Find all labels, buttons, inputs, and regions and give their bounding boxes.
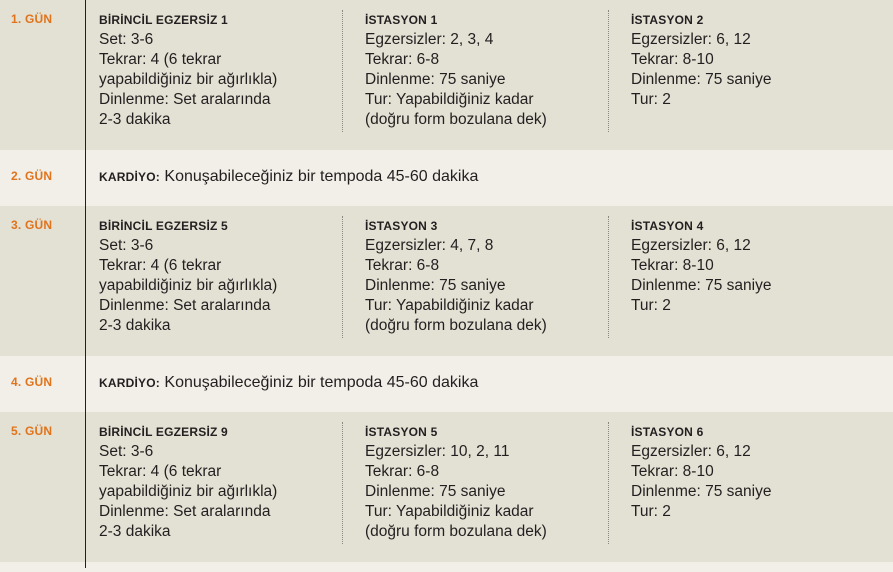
primary-exercise-cell <box>99 12 339 130</box>
cell-line: Dinlenme: 75 saniye <box>631 483 772 500</box>
dotted-divider <box>342 10 343 132</box>
station-cell <box>365 424 605 542</box>
cell-line: Tekrar: 4 (6 tekrar <box>99 463 222 480</box>
cell-line: Tur: Yapabildiğiniz kadar <box>365 297 534 314</box>
dotted-divider <box>342 216 343 338</box>
day-column-divider <box>85 0 86 568</box>
cell-line: yapabildiğiniz bir ağırlıkla) <box>99 277 278 294</box>
station-cell <box>365 12 605 130</box>
station-cell <box>365 218 605 336</box>
day-row-1 <box>0 0 893 150</box>
cell-heading: BİRİNCİL EGZERSİZ 9 <box>99 425 228 439</box>
station-cell <box>631 424 871 522</box>
cell-line: Egzersizler: 6, 12 <box>631 237 751 254</box>
cell-line: Egzersizler: 4, 7, 8 <box>365 237 494 254</box>
cardio-description <box>99 168 478 186</box>
cell-line: Egzersizler: 6, 12 <box>631 31 751 48</box>
station-cell <box>631 218 871 316</box>
dotted-divider <box>608 422 609 544</box>
cell-line: Dinlenme: Set aralarında <box>99 503 271 520</box>
cardio-description <box>99 374 478 392</box>
primary-exercise-cell <box>99 424 339 542</box>
day-label: 2. GÜN <box>11 169 53 183</box>
cell-heading: İSTASYON 6 <box>631 425 704 439</box>
cell-line: Tur: Yapabildiğiniz kadar <box>365 91 534 108</box>
dotted-divider <box>608 216 609 338</box>
cell-line: 2-3 dakika <box>99 317 171 334</box>
day-row-3 <box>0 206 893 356</box>
cell-line: Tur: 2 <box>631 91 671 108</box>
cardio-text: Konuşabileceğiniz bir tempoda 45-60 dakika <box>164 374 479 391</box>
cardio-label: KARDİYO: <box>99 170 160 184</box>
bottom-edge <box>0 568 893 572</box>
cell-line: Dinlenme: Set aralarında <box>99 91 271 108</box>
cell-line: Tur: 2 <box>631 297 671 314</box>
cell-line: Egzersizler: 2, 3, 4 <box>365 31 494 48</box>
cell-line: Tekrar: 8-10 <box>631 463 714 480</box>
day-label: 4. GÜN <box>11 375 53 389</box>
cell-line: Tekrar: 6-8 <box>365 463 440 480</box>
day-row-4 <box>0 360 893 412</box>
cell-line: Set: 3-6 <box>99 443 154 460</box>
cell-line: Tekrar: 4 (6 tekrar <box>99 51 222 68</box>
cell-line: Egzersizler: 6, 12 <box>631 443 751 460</box>
cell-line: Egzersizler: 10, 2, 11 <box>365 443 510 460</box>
cell-heading: İSTASYON 3 <box>365 219 438 233</box>
cell-line: Dinlenme: 75 saniye <box>631 71 772 88</box>
cell-line: Set: 3-6 <box>99 31 154 48</box>
cell-line: (doğru form bozulana dek) <box>365 523 547 540</box>
day-label: 3. GÜN <box>11 218 53 232</box>
primary-exercise-cell <box>99 218 339 336</box>
cell-heading: İSTASYON 1 <box>365 13 438 27</box>
cell-line: Tekrar: 4 (6 tekrar <box>99 257 222 274</box>
day-row-5 <box>0 412 893 562</box>
day-row-2 <box>0 154 893 206</box>
cell-line: Dinlenme: 75 saniye <box>365 277 506 294</box>
cell-line: 2-3 dakika <box>99 111 171 128</box>
cell-line: (doğru form bozulana dek) <box>365 317 547 334</box>
cardio-text: Konuşabileceğiniz bir tempoda 45-60 dakika <box>164 168 479 185</box>
day-label: 5. GÜN <box>11 424 53 438</box>
dotted-divider <box>608 10 609 132</box>
cell-heading: İSTASYON 5 <box>365 425 438 439</box>
dotted-divider <box>342 422 343 544</box>
cell-line: Dinlenme: 75 saniye <box>365 71 506 88</box>
cell-heading: İSTASYON 2 <box>631 13 704 27</box>
day-label: 1. GÜN <box>11 12 53 26</box>
cell-line: Dinlenme: 75 saniye <box>365 483 506 500</box>
cell-line: yapabildiğiniz bir ağırlıkla) <box>99 71 278 88</box>
cell-line: Tekrar: 8-10 <box>631 51 714 68</box>
cell-line: yapabildiğiniz bir ağırlıkla) <box>99 483 278 500</box>
cell-heading: BİRİNCİL EGZERSİZ 5 <box>99 219 228 233</box>
cell-line: Set: 3-6 <box>99 237 154 254</box>
cell-line: Tekrar: 8-10 <box>631 257 714 274</box>
cell-line: Tur: Yapabildiğiniz kadar <box>365 503 534 520</box>
cardio-label: KARDİYO: <box>99 376 160 390</box>
cell-line: Dinlenme: Set aralarında <box>99 297 271 314</box>
cell-line: Tekrar: 6-8 <box>365 257 440 274</box>
cell-heading: İSTASYON 4 <box>631 219 704 233</box>
cell-line: Tur: 2 <box>631 503 671 520</box>
cell-line: (doğru form bozulana dek) <box>365 111 547 128</box>
cell-line: 2-3 dakika <box>99 523 171 540</box>
cell-heading: BİRİNCİL EGZERSİZ 1 <box>99 13 228 27</box>
station-cell <box>631 12 871 110</box>
cell-line: Dinlenme: 75 saniye <box>631 277 772 294</box>
cell-line: Tekrar: 6-8 <box>365 51 440 68</box>
